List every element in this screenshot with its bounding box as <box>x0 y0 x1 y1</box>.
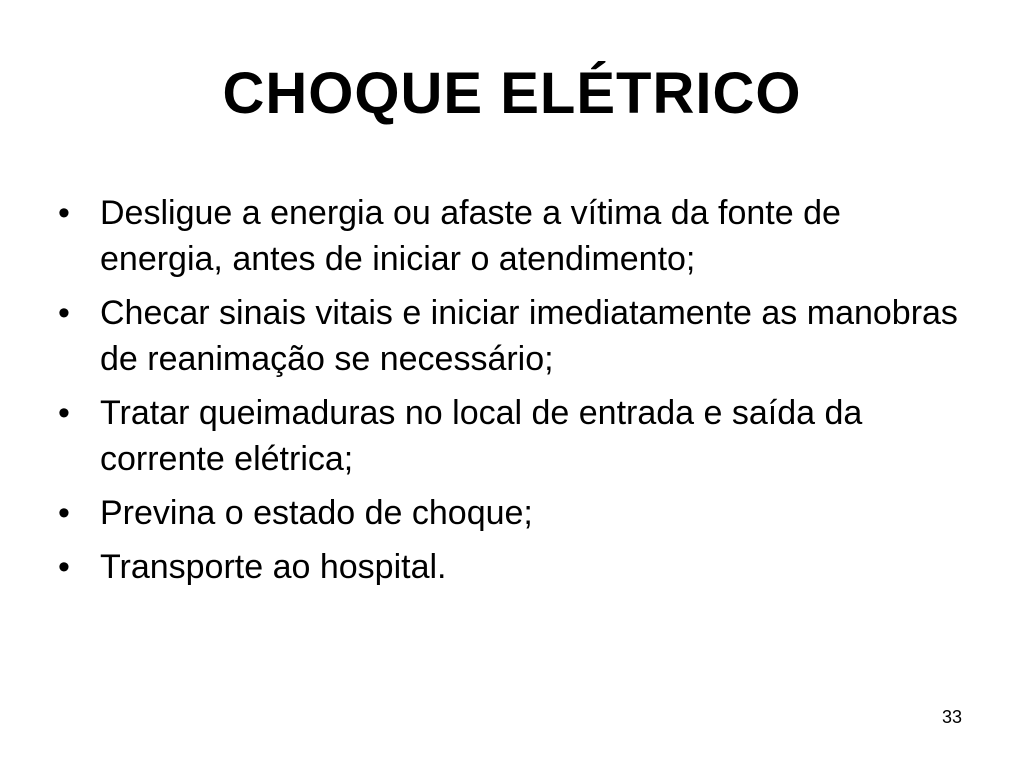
list-item <box>58 190 958 282</box>
bullet-icon: • <box>58 548 70 586</box>
bullet-icon: • <box>58 294 70 332</box>
bullet-list <box>58 190 958 598</box>
list-item <box>58 290 958 382</box>
list-item <box>58 390 958 482</box>
bullet-icon: • <box>58 394 70 432</box>
bullet-text: Tratar queimaduras no local de entrada e saída da corrente elétrica; <box>100 394 863 478</box>
bullet-text: Checar sinais vitais e iniciar imediatamente as manobras de reanimação se necessário; <box>100 294 958 378</box>
slide-title: CHOQUE ELÉTRICO <box>222 61 802 126</box>
bullet-icon: • <box>58 194 70 232</box>
bullet-text: Transporte ao hospital. <box>100 548 447 586</box>
list-item <box>58 544 958 590</box>
bullet-text: Desligue a energia ou afaste a vítima da fonte de energia, antes de iniciar o atendimento; <box>100 194 841 278</box>
bullet-text: Previna o estado de choque; <box>100 494 533 532</box>
slide-number: 33 <box>941 707 962 727</box>
bullet-icon: • <box>58 494 70 532</box>
list-item <box>58 490 958 536</box>
